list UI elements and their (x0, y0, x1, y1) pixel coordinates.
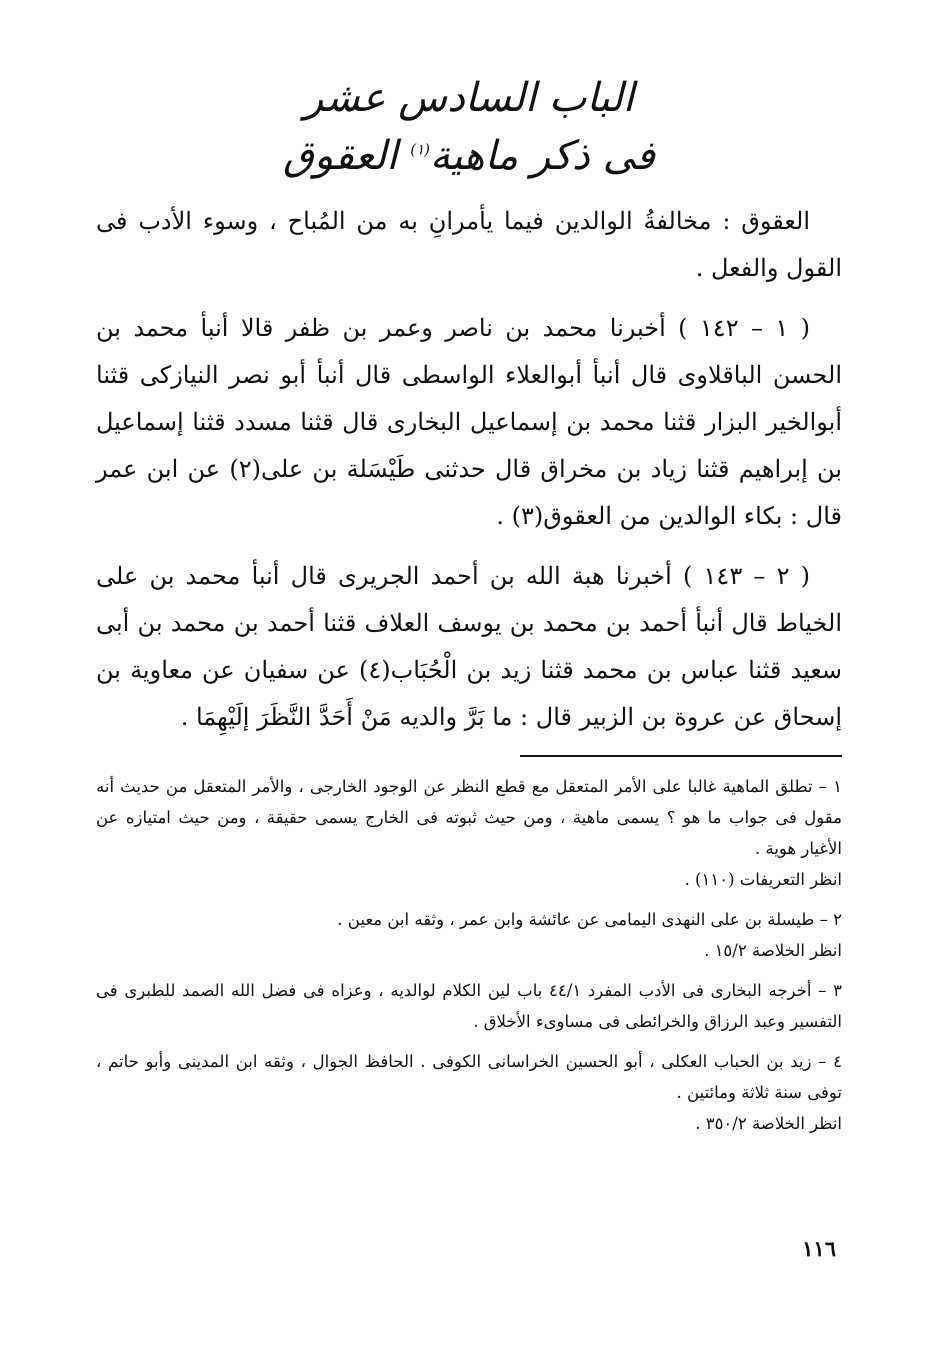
footnote-text: ٣ – أخرجه البخارى فى الأدب المفرد ٤٤/١ باب لين الكلام لوالديه ، وعزاه فى فضل الله الصمد للطبرى فى التفسير وعبد الرزاق والخرائطى فى مساوىء الأخلاق . (96, 981, 842, 1031)
footnote-separator (520, 755, 842, 757)
footnotes (96, 771, 842, 1139)
main-text (96, 198, 842, 741)
footnote-reference: انظر الخلاصة ٣٥٠/٢ . (695, 1114, 842, 1133)
footnote-3 (96, 975, 842, 1037)
footnote-text: ١ – تطلق الماهية غالبا على الأمر المتعقل مع قطع النظر عن الوجود الخارجى ، والأمر المتعقل من حديث أنه مقول فى جواب ما هو ؟ يسمى ماهية ، ومن حيث ثبوته فى الخارج يسمى حقيقة ، ومن حيث امتيازه عن الأغيار هوية . (96, 777, 842, 858)
paragraph-narration-143: ( ٢ – ١٤٣ ) أخبرنا هبة الله بن أحمد الجريرى قال أنبأ محمد بن على الخياط قال أنبأ أحمد بن محمد بن يوسف العلاف قثنا أحمد بن محمد بن أبى سعيد قثنا عباس بن محمد قثنا زيد بن الْحُبَاب(٤) عن سفيان عن معاوية بن إسحاق عن عروة بن الزبير قال : ما بَرَّ والديه مَنْ أَحَدَّ النَّظَرَ إلَيْهِمَا . (96, 562, 843, 731)
footnote-ref-1: (١) (410, 140, 430, 159)
paragraph-narration-142: ( ١ – ١٤٢ ) أخبرنا محمد بن ناصر وعمر بن ظفر قالا أنبأ محمد بن الحسن الباقلاوى قال أنبأ أبوالعلاء الواسطى قال أنبأ أبو نصر النيازكى قثنا أبوالخير البزار قثنا محمد بن إسماعيل البخارى قال قثنا مسدد قثنا إسماعيل بن إبراهيم قثنا زياد بن مخراق قال حدثنى طَيْسَلة بن على(٢) عن ابن عمر قال : بكاء الوالدين من العقوق(٣) . (96, 314, 843, 530)
chapter-subtitle (96, 128, 842, 184)
footnote-1 (96, 771, 842, 895)
footnote-text: ٢ – طيسلة بن على النهدى اليمامى عن عائشة وابن عمر ، وثقه ابن معين . (337, 910, 842, 929)
subtitle-end: العقوق (282, 133, 398, 179)
chapter-title: الباب السادس عشر (303, 75, 635, 121)
footnote-2 (96, 904, 842, 966)
footnote-reference: انظر التعريفات (١١٠) . (684, 870, 842, 889)
footnote-reference: انظر الخلاصة ١٥/٢ . (704, 941, 842, 960)
chapter-heading (96, 72, 842, 184)
paragraph-definition: العقوق : مخالفةُ الوالدين فيما يأمرانِ به من المُباح ، وسوء الأدب فى القول والفعل . (96, 207, 842, 282)
footnote-text: ٤ – زيد بن الحباب العكلى ، أبو الحسين الخراسانى الكوفى . الحافظ الجوال ، وثقه ابن المدينى وأبو حاتم ، توفى سنة ثلاثة ومائتين . (96, 1052, 842, 1102)
footnote-4 (96, 1046, 842, 1139)
page-number: ١١٦ (802, 1236, 836, 1261)
subtitle-start: فى ذكر ماهية (429, 133, 656, 179)
